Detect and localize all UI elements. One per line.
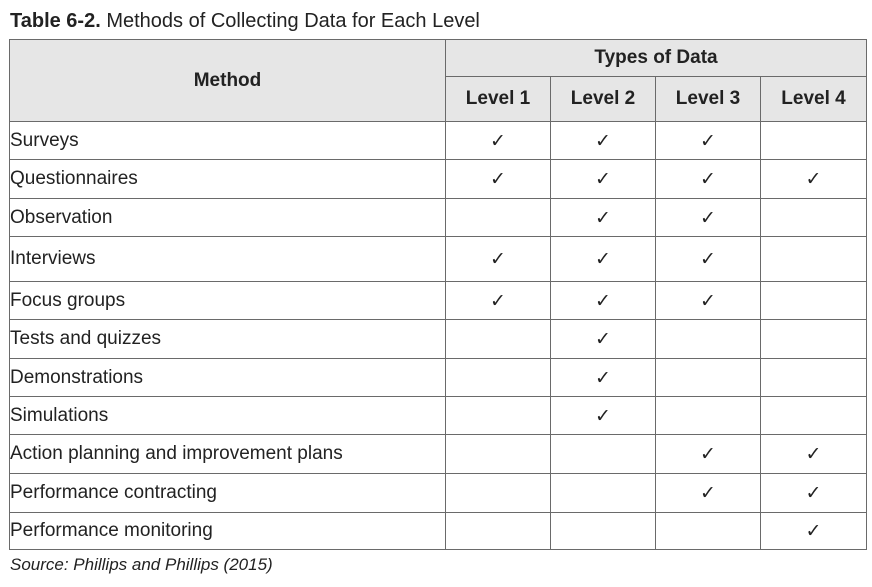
level-1-cell — [446, 122, 551, 160]
level-1-cell — [446, 282, 551, 320]
check-mark-icon: ✓ — [490, 289, 506, 312]
method-cell: Performance contracting — [10, 474, 446, 513]
table-row — [10, 435, 867, 474]
level-4-cell — [761, 237, 867, 282]
level-2-cell — [551, 122, 656, 160]
level-4-cell — [761, 397, 867, 435]
level-1-cell — [446, 474, 551, 513]
header-row-1 — [10, 40, 867, 77]
method-cell: Simulations — [10, 397, 446, 435]
level-1-cell — [446, 359, 551, 397]
level-2-header: Level 2 — [551, 77, 656, 122]
method-cell: Surveys — [10, 122, 446, 160]
table-row — [10, 320, 867, 359]
method-cell: Tests and quizzes — [10, 320, 446, 359]
check-mark-icon: ✓ — [595, 289, 611, 312]
table-row — [10, 474, 867, 513]
level-1-cell — [446, 397, 551, 435]
table-row — [10, 397, 867, 435]
level-3-cell — [656, 160, 761, 199]
level-2-cell — [551, 435, 656, 474]
method-column-header: Method — [10, 40, 446, 122]
types-of-data-header: Types of Data — [446, 40, 867, 77]
level-3-cell — [656, 474, 761, 513]
check-mark-icon: ✓ — [700, 289, 716, 312]
level-4-cell — [761, 199, 867, 237]
check-mark-icon: ✓ — [490, 168, 506, 190]
table-title: Methods of Collecting Data for Each Level — [106, 10, 480, 32]
level-1-cell — [446, 513, 551, 550]
check-mark-icon: ✓ — [700, 443, 716, 465]
check-mark-icon: ✓ — [595, 366, 611, 389]
level-3-cell — [656, 513, 761, 550]
level-4-header: Level 4 — [761, 77, 867, 122]
level-1-cell — [446, 237, 551, 282]
level-4-cell — [761, 160, 867, 199]
level-3-cell — [656, 320, 761, 359]
table-row — [10, 122, 867, 160]
check-mark-icon: ✓ — [595, 206, 611, 229]
level-4-cell — [761, 359, 867, 397]
check-mark-icon: ✓ — [805, 443, 822, 465]
level-3-cell — [656, 282, 761, 320]
check-mark-icon: ✓ — [700, 168, 716, 190]
level-3-cell — [656, 359, 761, 397]
table-caption — [10, 7, 480, 35]
check-mark-icon: ✓ — [700, 206, 716, 229]
check-mark-icon: ✓ — [595, 404, 611, 427]
check-mark-icon: ✓ — [595, 328, 611, 350]
data-collection-methods-table — [9, 39, 867, 550]
table-header — [10, 40, 867, 122]
table-row — [10, 160, 867, 199]
level-4-cell — [761, 435, 867, 474]
table-row — [10, 513, 867, 550]
level-3-cell — [656, 199, 761, 237]
check-mark-icon: ✓ — [490, 248, 506, 270]
check-mark-icon: ✓ — [595, 168, 611, 190]
table-row — [10, 199, 867, 237]
level-3-cell — [656, 435, 761, 474]
level-2-cell — [551, 320, 656, 359]
level-4-cell — [761, 513, 867, 550]
level-2-cell — [551, 282, 656, 320]
level-4-cell — [761, 282, 867, 320]
level-2-cell — [551, 397, 656, 435]
method-cell: Questionnaires — [10, 160, 446, 199]
level-1-cell — [446, 160, 551, 199]
level-3-cell — [656, 237, 761, 282]
table-body — [10, 122, 867, 550]
check-mark-icon: ✓ — [700, 248, 716, 270]
check-mark-icon: ✓ — [700, 482, 716, 504]
check-mark-icon: ✓ — [805, 520, 822, 542]
level-1-cell — [446, 320, 551, 359]
table-number: Table 6-2. — [10, 10, 101, 32]
method-cell: Focus groups — [10, 282, 446, 320]
method-cell: Action planning and improvement plans — [10, 435, 446, 474]
level-2-cell — [551, 237, 656, 282]
level-1-header: Level 1 — [446, 77, 551, 122]
check-mark-icon: ✓ — [595, 248, 611, 270]
level-2-cell — [551, 199, 656, 237]
method-cell: Demonstrations — [10, 359, 446, 397]
check-mark-icon: ✓ — [700, 129, 716, 152]
level-3-cell — [656, 122, 761, 160]
level-2-cell — [551, 160, 656, 199]
level-1-cell — [446, 199, 551, 237]
level-2-cell — [551, 513, 656, 550]
level-2-cell — [551, 359, 656, 397]
table-row — [10, 282, 867, 320]
level-1-cell — [446, 435, 551, 474]
method-cell: Interviews — [10, 237, 446, 282]
check-mark-icon: ✓ — [490, 129, 506, 152]
check-mark-icon: ✓ — [805, 168, 822, 190]
check-mark-icon: ✓ — [805, 482, 822, 504]
level-4-cell — [761, 474, 867, 513]
source-note: Source: Phillips and Phillips (2015) — [10, 555, 273, 574]
method-cell: Observation — [10, 199, 446, 237]
level-4-cell — [761, 320, 867, 359]
table-row — [10, 237, 867, 282]
check-mark-icon: ✓ — [595, 129, 611, 152]
level-3-cell — [656, 397, 761, 435]
level-2-cell — [551, 474, 656, 513]
method-cell: Performance monitoring — [10, 513, 446, 550]
level-4-cell — [761, 122, 867, 160]
level-3-header: Level 3 — [656, 77, 761, 122]
table-row — [10, 359, 867, 397]
